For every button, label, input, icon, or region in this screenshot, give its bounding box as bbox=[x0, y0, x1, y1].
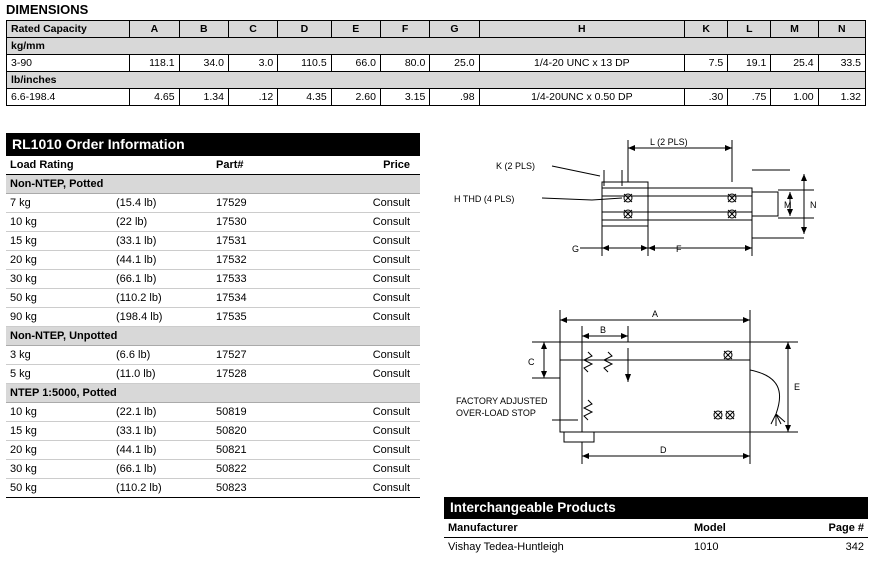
col-header-h: H bbox=[479, 21, 685, 38]
load-rating-kg: 5 kg bbox=[10, 368, 31, 380]
load-rating-kg: 3 kg bbox=[10, 349, 31, 361]
part-number: 17528 bbox=[216, 368, 247, 380]
list-item[interactable] bbox=[6, 479, 420, 498]
value-imperial-d: 4.35 bbox=[278, 89, 331, 106]
unit-row-metric bbox=[7, 38, 866, 55]
value-imperial-k: .30 bbox=[685, 89, 728, 106]
price: Consult bbox=[372, 349, 410, 361]
col-header-load-rating: Load Rating bbox=[10, 159, 74, 171]
col-header-l: L bbox=[728, 21, 771, 38]
label-G: G bbox=[572, 244, 580, 254]
value-imperial-c: .12 bbox=[228, 89, 277, 106]
price: Consult bbox=[372, 406, 410, 418]
price: Consult bbox=[372, 197, 410, 209]
list-item[interactable] bbox=[6, 346, 420, 365]
label-F: F bbox=[676, 244, 682, 254]
overload-stop-symbols bbox=[584, 352, 612, 420]
cable bbox=[750, 370, 780, 414]
top-view-right-nose bbox=[752, 192, 778, 216]
load-rating-lb: (66.1 lb) bbox=[116, 273, 157, 285]
label-L: L (2 PLS) bbox=[650, 137, 688, 147]
dimensions-title: DIMENSIONS bbox=[6, 2, 89, 17]
load-rating-lb: (110.2 lb) bbox=[116, 292, 162, 304]
technical-drawings bbox=[432, 130, 870, 480]
part-number: 17531 bbox=[216, 235, 247, 247]
value-imperial-e: 2.60 bbox=[331, 89, 380, 106]
order-information-title: RL1010 Order Information bbox=[6, 133, 420, 156]
label-C: C bbox=[528, 357, 535, 367]
col-header-g: G bbox=[430, 21, 479, 38]
load-rating-kg: 10 kg bbox=[10, 406, 37, 418]
load-rating-kg: 90 kg bbox=[10, 311, 37, 323]
load-rating-lb: (22 lb) bbox=[116, 216, 148, 228]
load-rating-kg: 15 kg bbox=[10, 235, 37, 247]
list-item[interactable] bbox=[6, 403, 420, 422]
value-metric-a: 118.1 bbox=[130, 55, 179, 72]
value-imperial-a: 4.65 bbox=[130, 89, 179, 106]
value-metric-c: 3.0 bbox=[228, 55, 277, 72]
h-thd-leader bbox=[542, 198, 622, 200]
part-number: 17533 bbox=[216, 273, 247, 285]
load-rating-lb: (44.1 lb) bbox=[116, 444, 157, 456]
part-number: 17529 bbox=[216, 197, 247, 209]
part-number: 50822 bbox=[216, 463, 247, 475]
load-rating-lb: (33.1 lb) bbox=[116, 425, 157, 437]
price: Consult bbox=[372, 463, 410, 475]
order-group-header: Non-NTEP, Unpotted bbox=[6, 327, 420, 346]
label-B: B bbox=[600, 325, 607, 335]
load-rating-lb: (6.6 lb) bbox=[116, 349, 151, 361]
list-item[interactable] bbox=[6, 251, 420, 270]
col-header-page: Page # bbox=[828, 522, 864, 534]
label-K: K (2 PLS) bbox=[496, 161, 536, 171]
order-group-header: NTEP 1:5000, Potted bbox=[6, 384, 420, 403]
price: Consult bbox=[372, 235, 410, 247]
col-header-c: C bbox=[228, 21, 277, 38]
top-view-left-flange bbox=[602, 182, 648, 226]
capacity-metric: 3-90 bbox=[7, 55, 130, 72]
unit-row-imperial bbox=[7, 72, 866, 89]
side-view-foot bbox=[564, 432, 594, 442]
order-group-header: Non-NTEP, Potted bbox=[6, 175, 420, 194]
value-metric-d: 110.5 bbox=[278, 55, 331, 72]
list-item[interactable] bbox=[6, 270, 420, 289]
part-number: 17530 bbox=[216, 216, 247, 228]
overload-note-line1: FACTORY ADJUSTED bbox=[456, 396, 548, 406]
value-imperial-l: .75 bbox=[728, 89, 771, 106]
label-H: H THD (4 PLS) bbox=[454, 194, 515, 204]
page-number: 342 bbox=[845, 541, 864, 553]
part-number: 17534 bbox=[216, 292, 247, 304]
table-row[interactable] bbox=[444, 538, 868, 556]
col-header-n: N bbox=[818, 21, 865, 38]
price: Consult bbox=[372, 254, 410, 266]
list-item[interactable] bbox=[6, 422, 420, 441]
part-number: 50820 bbox=[216, 425, 247, 437]
label-E: E bbox=[794, 382, 801, 392]
interchangeable-column-headers bbox=[444, 519, 868, 538]
load-rating-lb: (22.1 lb) bbox=[116, 406, 157, 418]
load-rating-lb: (198.4 lb) bbox=[116, 311, 163, 323]
col-header-k: K bbox=[685, 21, 728, 38]
load-rating-kg: 30 kg bbox=[10, 273, 37, 285]
price: Consult bbox=[372, 482, 410, 494]
col-header-m: M bbox=[771, 21, 818, 38]
k-leader bbox=[552, 166, 600, 176]
price: Consult bbox=[372, 216, 410, 228]
load-rating-lb: (44.1 lb) bbox=[116, 254, 157, 266]
col-header-model: Model bbox=[694, 522, 726, 534]
label-M: M bbox=[784, 200, 792, 210]
price: Consult bbox=[372, 425, 410, 437]
value-metric-b: 34.0 bbox=[179, 55, 228, 72]
dimensions-table-head bbox=[7, 21, 866, 38]
col-header-manufacturer: Manufacturer bbox=[448, 522, 518, 534]
price: Consult bbox=[372, 273, 410, 285]
load-rating-kg: 10 kg bbox=[10, 216, 37, 228]
label-A: A bbox=[652, 309, 659, 319]
price: Consult bbox=[372, 311, 410, 323]
load-rating-lb: (66.1 lb) bbox=[116, 463, 157, 475]
unit-label-imperial: lb/inches bbox=[7, 72, 866, 89]
load-rating-kg: 15 kg bbox=[10, 425, 37, 437]
label-D: D bbox=[660, 445, 667, 455]
list-item[interactable] bbox=[6, 289, 420, 308]
value-imperial-g: .98 bbox=[430, 89, 479, 106]
col-header-d: D bbox=[278, 21, 331, 38]
col-header-rated-capacity: Rated Capacity bbox=[7, 21, 130, 38]
col-header-e: E bbox=[331, 21, 380, 38]
load-cell-drawing-svg bbox=[432, 130, 870, 480]
value-imperial-n: 1.32 bbox=[818, 89, 865, 106]
list-item[interactable] bbox=[6, 213, 420, 232]
price: Consult bbox=[372, 368, 410, 380]
table-row bbox=[7, 55, 866, 72]
list-item[interactable] bbox=[6, 194, 420, 213]
part-number: 17527 bbox=[216, 349, 247, 361]
model-number: 1010 bbox=[694, 541, 719, 553]
value-metric-f: 80.0 bbox=[380, 55, 429, 72]
price: Consult bbox=[372, 292, 410, 304]
table-row bbox=[7, 89, 866, 106]
part-number: 50823 bbox=[216, 482, 247, 494]
col-header-part-number: Part# bbox=[216, 159, 244, 171]
interchangeable-products-panel bbox=[444, 497, 868, 556]
load-rating-kg: 20 kg bbox=[10, 444, 37, 456]
cable-strands bbox=[771, 414, 785, 426]
price: Consult bbox=[372, 444, 410, 456]
value-imperial-h: 1/4-20UNC x 0.50 DP bbox=[479, 89, 685, 106]
load-rating-kg: 20 kg bbox=[10, 254, 37, 266]
load-rating-lb: (33.1 lb) bbox=[116, 235, 157, 247]
load-rating-kg: 7 kg bbox=[10, 197, 31, 209]
col-header-price: Price bbox=[383, 159, 410, 171]
side-view-holes bbox=[714, 351, 734, 419]
col-header-f: F bbox=[380, 21, 429, 38]
unit-label-metric: kg/mm bbox=[7, 38, 866, 55]
value-metric-e: 66.0 bbox=[331, 55, 380, 72]
value-metric-k: 7.5 bbox=[685, 55, 728, 72]
col-header-load-lb bbox=[116, 159, 216, 171]
list-item[interactable] bbox=[6, 441, 420, 460]
mounting-holes bbox=[624, 194, 736, 218]
dimensions-table-body bbox=[7, 38, 866, 106]
value-metric-m: 25.4 bbox=[771, 55, 818, 72]
value-metric-l: 19.1 bbox=[728, 55, 771, 72]
list-item[interactable] bbox=[6, 365, 420, 384]
load-rating-lb: (11.0 lb) bbox=[116, 368, 156, 380]
interchangeable-title: Interchangeable Products bbox=[444, 497, 868, 519]
load-rating-kg: 30 kg bbox=[10, 463, 37, 475]
part-number: 50819 bbox=[216, 406, 247, 418]
list-item[interactable] bbox=[6, 460, 420, 479]
value-metric-n: 33.5 bbox=[818, 55, 865, 72]
load-rating-kg: 50 kg bbox=[10, 292, 37, 304]
overload-note-line2: OVER-LOAD STOP bbox=[456, 408, 536, 418]
value-metric-g: 25.0 bbox=[430, 55, 479, 72]
value-metric-h: 1/4-20 UNC x 13 DP bbox=[479, 55, 685, 72]
part-number: 50821 bbox=[216, 444, 247, 456]
capacity-imperial: 6.6-198.4 bbox=[7, 89, 130, 106]
table-header-row bbox=[7, 21, 866, 38]
list-item[interactable] bbox=[6, 232, 420, 251]
order-information-panel bbox=[6, 133, 420, 498]
part-number: 17535 bbox=[216, 311, 247, 323]
col-header-a: A bbox=[130, 21, 179, 38]
order-column-headers bbox=[6, 156, 420, 175]
value-imperial-m: 1.00 bbox=[771, 89, 818, 106]
part-number: 17532 bbox=[216, 254, 247, 266]
value-imperial-f: 3.15 bbox=[380, 89, 429, 106]
load-rating-lb: (110.2 lb) bbox=[116, 482, 162, 494]
list-item[interactable] bbox=[6, 308, 420, 327]
value-imperial-b: 1.34 bbox=[179, 89, 228, 106]
load-rating-lb: (15.4 lb) bbox=[116, 197, 157, 209]
load-rating-kg: 50 kg bbox=[10, 482, 37, 494]
col-header-b: B bbox=[179, 21, 228, 38]
manufacturer-name: Vishay Tedea-Huntleigh bbox=[448, 541, 564, 553]
label-N: N bbox=[810, 200, 817, 210]
dimensions-table bbox=[6, 20, 866, 106]
